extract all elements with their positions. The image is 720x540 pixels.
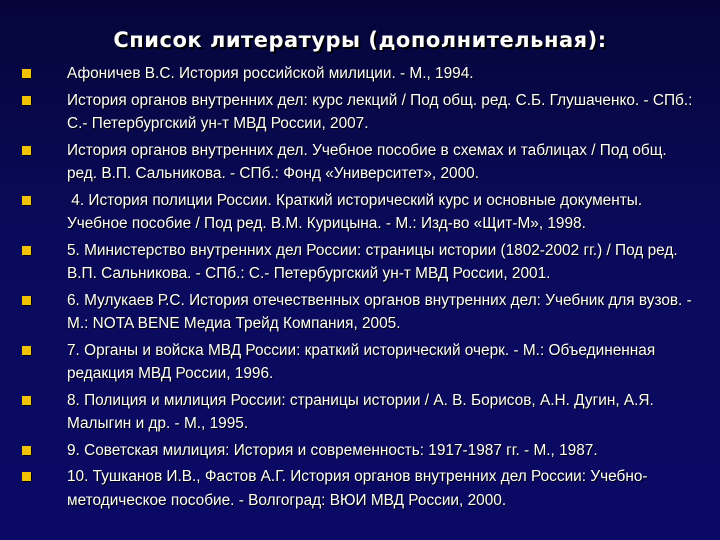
list-item-text: 5. Министерство внутренних дел России: страницы истории (1802-2002 гг.) / Под ред. В.П. Сальникова. - СПб.: С.- Петербургский ун-т МВД России, 2001. (67, 241, 678, 282)
square-bullet-icon (22, 346, 31, 355)
bibliography-list (0, 62, 720, 515)
list-item (0, 239, 720, 286)
list-item (0, 439, 720, 463)
list-item (0, 339, 720, 386)
slide-title: Список литературы (дополнительная): (113, 28, 607, 52)
list-item (0, 389, 720, 436)
list-item-text: История органов внутренних дел: курс лекций / Под общ. ред. С.Б. Глушаченко. - СПб.: С.- Петербургский ун-т МВД России, 2007. (67, 91, 693, 132)
list-item (0, 189, 720, 236)
list-item (0, 62, 720, 86)
list-item-text: 4. История полиции России. Краткий исторический курс и основные документы. Учебное пособие / Под ред. В.М. Курицына. - М.: Изд-во «Щит-М», 1998. (67, 191, 647, 232)
square-bullet-icon (22, 396, 31, 405)
list-item-text: Афоничев В.С. История российской милиции. - М., 1994. (67, 65, 474, 82)
list-item-text: 10. Тушканов И.В., Фастов А.Г. История органов внутренних дел России: Учебно-методическое пособие. - Волгоград: ВЮИ МВД России, 2000. (67, 468, 648, 509)
square-bullet-icon (22, 446, 31, 455)
list-item-text: История органов внутренних дел. Учебное пособие в схемах и таблицах / Под общ. ред. В.П. Сальникова. - СПб.: Фонд «Университет», 2000. (67, 141, 667, 182)
list-item (0, 139, 720, 186)
list-item (0, 465, 720, 512)
square-bullet-icon (22, 96, 31, 105)
list-item (0, 89, 720, 136)
square-bullet-icon (22, 472, 31, 481)
square-bullet-icon (22, 69, 31, 78)
square-bullet-icon (22, 196, 31, 205)
list-item (0, 289, 720, 336)
square-bullet-icon (22, 296, 31, 305)
list-item-text: 9. Советская милиция: История и современность: 1917-1987 гг. - М., 1987. (67, 441, 598, 459)
list-item-text: 6. Мулукаев Р.С. История отечественных органов внутренних дел: Учебник для вузов. - М.: NOTA BENE Медиа Трейд Компания, 2005. (67, 291, 692, 332)
square-bullet-icon (22, 146, 31, 155)
list-item-text: 7. Органы и войска МВД России: краткий исторический очерк. - М.: Объединенная редакция МВД России, 1996. (67, 341, 656, 382)
list-item-text: 8. Полиция и милиция России: страницы истории / А. В. Борисов, А.Н. Дугин, А.Я. Малыгин и др. - М., 1995. (67, 391, 654, 432)
square-bullet-icon (22, 246, 31, 255)
